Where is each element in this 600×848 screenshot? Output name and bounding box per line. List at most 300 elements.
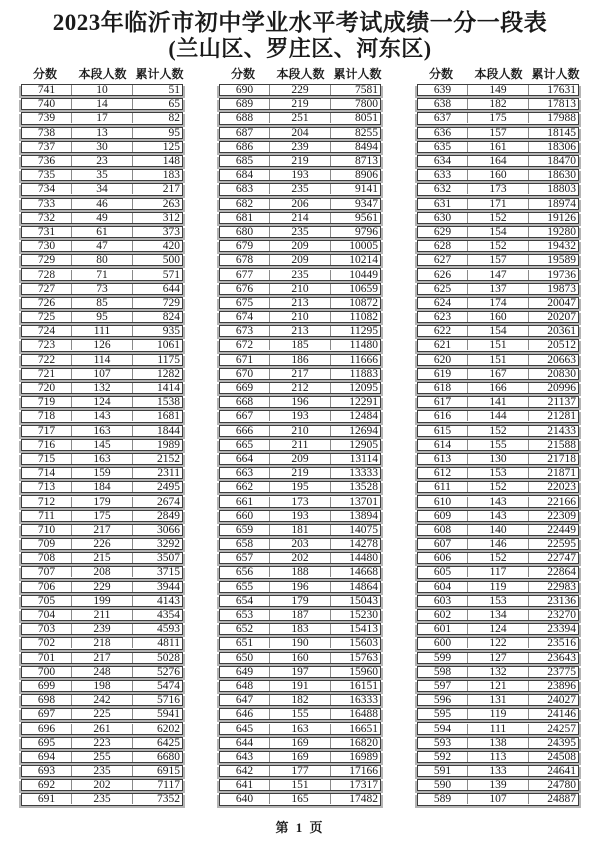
cumulative-cell: 6202 bbox=[157, 722, 180, 735]
table-row bbox=[219, 297, 381, 309]
cumulative-cell: 824 bbox=[162, 311, 180, 324]
table-row bbox=[21, 637, 183, 649]
cumulative-cell: 15043 bbox=[349, 594, 378, 607]
table-row bbox=[219, 226, 381, 238]
score-cell: 599 bbox=[418, 653, 468, 663]
table-row bbox=[219, 666, 381, 678]
cumulative-cell: 7581 bbox=[355, 84, 378, 97]
score-cell: 739 bbox=[22, 113, 72, 123]
count-cell: 204 bbox=[270, 128, 331, 138]
count-cell: 145 bbox=[72, 440, 133, 450]
table-row bbox=[21, 765, 183, 777]
score-cell: 629 bbox=[418, 227, 468, 237]
score-cell: 603 bbox=[418, 596, 468, 606]
count-cell: 188 bbox=[270, 567, 331, 577]
count-cell: 146 bbox=[468, 539, 529, 549]
score-cell: 693 bbox=[22, 766, 72, 776]
table-row bbox=[219, 382, 381, 394]
score-cell: 616 bbox=[418, 411, 468, 421]
cumulative-cell: 3944 bbox=[157, 580, 180, 593]
table-row bbox=[21, 751, 183, 763]
score-cell: 741 bbox=[22, 85, 72, 95]
header-score: 分数 bbox=[230, 67, 255, 81]
table-row bbox=[219, 183, 381, 195]
score-cell: 594 bbox=[418, 724, 468, 734]
table-row bbox=[417, 112, 579, 124]
count-cell: 151 bbox=[468, 355, 529, 365]
score-cell: 731 bbox=[22, 227, 72, 237]
score-cell: 737 bbox=[22, 142, 72, 152]
table-row bbox=[417, 680, 579, 692]
table-row bbox=[219, 240, 381, 252]
score-cell: 726 bbox=[22, 298, 72, 308]
table-row bbox=[417, 283, 579, 295]
cumulative-cell: 15413 bbox=[349, 623, 378, 636]
count-cell: 151 bbox=[468, 340, 529, 350]
table-row bbox=[21, 694, 183, 706]
score-cell: 695 bbox=[22, 738, 72, 748]
count-cell: 187 bbox=[270, 610, 331, 620]
score-cell: 614 bbox=[418, 440, 468, 450]
score-cell: 642 bbox=[220, 766, 270, 776]
table-row bbox=[219, 623, 381, 635]
header-count: 本段人数 bbox=[276, 67, 325, 81]
table-row bbox=[219, 268, 381, 280]
table-row bbox=[219, 538, 381, 550]
count-cell: 160 bbox=[468, 312, 529, 322]
count-cell: 181 bbox=[270, 525, 331, 535]
count-cell: 132 bbox=[468, 667, 529, 677]
cumulative-cell: 17813 bbox=[547, 98, 576, 111]
cumulative-cell: 13333 bbox=[349, 467, 378, 480]
score-cell: 682 bbox=[220, 199, 270, 209]
count-cell: 203 bbox=[270, 539, 331, 549]
score-cell: 730 bbox=[22, 241, 72, 251]
count-cell: 226 bbox=[72, 539, 133, 549]
score-cell: 676 bbox=[220, 284, 270, 294]
table-row bbox=[417, 240, 579, 252]
cumulative-cell: 22023 bbox=[547, 481, 576, 494]
count-cell: 154 bbox=[468, 326, 529, 336]
cumulative-cell: 9141 bbox=[355, 183, 378, 196]
table-row bbox=[417, 98, 579, 110]
count-cell: 251 bbox=[270, 113, 331, 123]
score-cell: 591 bbox=[418, 766, 468, 776]
table-row bbox=[417, 141, 579, 153]
table-row bbox=[219, 325, 381, 337]
cumulative-cell: 18803 bbox=[547, 183, 576, 196]
count-cell: 124 bbox=[468, 624, 529, 634]
table-row bbox=[21, 410, 183, 422]
table-row bbox=[21, 708, 183, 720]
cumulative-cell: 8906 bbox=[355, 169, 378, 182]
score-cell: 602 bbox=[418, 610, 468, 620]
score-cell: 623 bbox=[418, 312, 468, 322]
count-cell: 61 bbox=[72, 227, 133, 237]
count-cell: 143 bbox=[468, 511, 529, 521]
cumulative-cell: 935 bbox=[162, 325, 180, 338]
table-row bbox=[219, 680, 381, 692]
table-row bbox=[21, 425, 183, 437]
count-cell: 213 bbox=[270, 298, 331, 308]
count-cell: 152 bbox=[468, 213, 529, 223]
table-row bbox=[219, 396, 381, 408]
header-cumulative: 累计人数 bbox=[333, 67, 382, 81]
table-row bbox=[417, 467, 579, 479]
cumulative-cell: 3292 bbox=[157, 538, 180, 551]
table-row bbox=[417, 155, 579, 167]
count-cell: 193 bbox=[270, 411, 331, 421]
header-cumulative: 累计人数 bbox=[135, 67, 184, 81]
table-row bbox=[417, 637, 579, 649]
score-cell: 646 bbox=[220, 709, 270, 719]
table-row bbox=[417, 297, 579, 309]
count-cell: 165 bbox=[270, 794, 331, 804]
count-cell: 143 bbox=[468, 497, 529, 507]
score-cell: 613 bbox=[418, 454, 468, 464]
table-row bbox=[417, 765, 579, 777]
count-cell: 169 bbox=[270, 752, 331, 762]
cumulative-cell: 10005 bbox=[349, 240, 378, 253]
table-row bbox=[219, 609, 381, 621]
table-row bbox=[417, 254, 579, 266]
table-row bbox=[417, 425, 579, 437]
table-row bbox=[21, 198, 183, 210]
cumulative-cell: 22983 bbox=[547, 580, 576, 593]
score-cell: 710 bbox=[22, 525, 72, 535]
cumulative-cell: 15230 bbox=[349, 609, 378, 622]
table-row bbox=[219, 652, 381, 664]
count-cell: 166 bbox=[468, 383, 529, 393]
cumulative-cell: 12095 bbox=[349, 382, 378, 395]
table-row bbox=[219, 283, 381, 295]
count-cell: 183 bbox=[270, 624, 331, 634]
table-row bbox=[21, 268, 183, 280]
table-row bbox=[417, 538, 579, 550]
score-cell: 667 bbox=[220, 411, 270, 421]
table-row bbox=[219, 425, 381, 437]
score-cell: 692 bbox=[22, 780, 72, 790]
cumulative-cell: 18470 bbox=[547, 155, 576, 168]
table-row bbox=[219, 751, 381, 763]
cumulative-cell: 7117 bbox=[157, 779, 180, 792]
count-cell: 49 bbox=[72, 213, 133, 223]
score-cell: 727 bbox=[22, 284, 72, 294]
count-cell: 164 bbox=[468, 156, 529, 166]
cumulative-cell: 1989 bbox=[157, 438, 180, 451]
table-row bbox=[417, 84, 579, 96]
score-cell: 734 bbox=[22, 184, 72, 194]
score-cell: 736 bbox=[22, 156, 72, 166]
count-cell: 229 bbox=[270, 85, 331, 95]
count-cell: 235 bbox=[72, 794, 133, 804]
score-cell: 637 bbox=[418, 113, 468, 123]
score-cell: 735 bbox=[22, 170, 72, 180]
count-cell: 35 bbox=[72, 170, 133, 180]
count-cell: 47 bbox=[72, 241, 133, 251]
score-cell: 725 bbox=[22, 312, 72, 322]
count-cell: 173 bbox=[270, 497, 331, 507]
cumulative-cell: 22595 bbox=[547, 538, 576, 551]
table-row bbox=[417, 737, 579, 749]
score-cell: 663 bbox=[220, 468, 270, 478]
score-cell: 691 bbox=[22, 794, 72, 804]
table-row bbox=[21, 652, 183, 664]
cumulative-cell: 23270 bbox=[547, 609, 576, 622]
cumulative-cell: 8051 bbox=[355, 112, 378, 125]
cumulative-cell: 10214 bbox=[349, 254, 378, 267]
table-row bbox=[417, 127, 579, 139]
score-cell: 625 bbox=[418, 284, 468, 294]
count-cell: 217 bbox=[72, 653, 133, 663]
score-cell: 638 bbox=[418, 99, 468, 109]
cumulative-cell: 1844 bbox=[157, 424, 180, 437]
count-cell: 171 bbox=[468, 199, 529, 209]
table-row bbox=[417, 793, 579, 805]
cumulative-cell: 373 bbox=[162, 225, 180, 238]
cumulative-cell: 7800 bbox=[355, 98, 378, 111]
score-cell: 653 bbox=[220, 610, 270, 620]
score-cell: 617 bbox=[418, 397, 468, 407]
score-cell: 657 bbox=[220, 553, 270, 563]
cumulative-cell: 24641 bbox=[547, 765, 576, 778]
table-row bbox=[219, 339, 381, 351]
count-cell: 46 bbox=[72, 199, 133, 209]
table-row bbox=[21, 439, 183, 451]
score-cell: 717 bbox=[22, 426, 72, 436]
cumulative-cell: 20663 bbox=[547, 353, 576, 366]
score-cell: 698 bbox=[22, 695, 72, 705]
score-cell: 595 bbox=[418, 709, 468, 719]
count-cell: 160 bbox=[270, 653, 331, 663]
cumulative-cell: 15603 bbox=[349, 637, 378, 650]
score-cell: 697 bbox=[22, 709, 72, 719]
score-cell: 705 bbox=[22, 596, 72, 606]
score-cell: 647 bbox=[220, 695, 270, 705]
cumulative-cell: 1175 bbox=[157, 353, 180, 366]
score-cell: 729 bbox=[22, 255, 72, 265]
count-cell: 235 bbox=[270, 227, 331, 237]
table-row bbox=[219, 495, 381, 507]
count-cell: 124 bbox=[72, 397, 133, 407]
table-row bbox=[417, 524, 579, 536]
count-cell: 242 bbox=[72, 695, 133, 705]
cumulative-cell: 10659 bbox=[349, 282, 378, 295]
table-row bbox=[21, 382, 183, 394]
table-row bbox=[219, 169, 381, 181]
table-row bbox=[219, 98, 381, 110]
cumulative-cell: 4143 bbox=[157, 594, 180, 607]
cumulative-cell: 4811 bbox=[157, 637, 180, 650]
table-row bbox=[21, 538, 183, 550]
score-cell: 668 bbox=[220, 397, 270, 407]
cumulative-cell: 5276 bbox=[157, 665, 180, 678]
score-cell: 648 bbox=[220, 681, 270, 691]
score-cell: 715 bbox=[22, 454, 72, 464]
cumulative-cell: 24395 bbox=[547, 736, 576, 749]
cumulative-cell: 17166 bbox=[349, 765, 378, 778]
table-row bbox=[219, 254, 381, 266]
table-row bbox=[417, 694, 579, 706]
count-cell: 152 bbox=[468, 553, 529, 563]
score-cell: 694 bbox=[22, 752, 72, 762]
score-cell: 649 bbox=[220, 667, 270, 677]
cumulative-cell: 14864 bbox=[349, 580, 378, 593]
cumulative-cell: 9561 bbox=[355, 211, 378, 224]
score-cell: 631 bbox=[418, 199, 468, 209]
table-row bbox=[219, 581, 381, 593]
score-cell: 669 bbox=[220, 383, 270, 393]
cumulative-cell: 82 bbox=[168, 112, 180, 125]
cumulative-cell: 23136 bbox=[547, 594, 576, 607]
table-row bbox=[219, 793, 381, 805]
count-cell: 160 bbox=[468, 170, 529, 180]
count-cell: 184 bbox=[72, 482, 133, 492]
score-cell: 688 bbox=[220, 113, 270, 123]
table-row bbox=[219, 481, 381, 493]
count-cell: 10 bbox=[72, 85, 133, 95]
cumulative-cell: 571 bbox=[162, 268, 180, 281]
table-row bbox=[417, 708, 579, 720]
table-row bbox=[417, 722, 579, 734]
cumulative-cell: 1414 bbox=[157, 382, 180, 395]
table-row bbox=[21, 481, 183, 493]
count-cell: 218 bbox=[72, 638, 133, 648]
count-cell: 157 bbox=[468, 255, 529, 265]
table-row bbox=[21, 226, 183, 238]
table-row bbox=[219, 765, 381, 777]
score-cell: 608 bbox=[418, 525, 468, 535]
count-cell: 131 bbox=[468, 695, 529, 705]
score-cell: 661 bbox=[220, 497, 270, 507]
count-cell: 152 bbox=[468, 241, 529, 251]
score-cell: 655 bbox=[220, 582, 270, 592]
count-cell: 202 bbox=[72, 780, 133, 790]
score-cell: 724 bbox=[22, 326, 72, 336]
score-cell: 738 bbox=[22, 128, 72, 138]
score-cell: 711 bbox=[22, 511, 72, 521]
cumulative-cell: 22309 bbox=[547, 509, 576, 522]
cumulative-cell: 51 bbox=[168, 84, 180, 97]
table-row bbox=[21, 737, 183, 749]
score-cell: 660 bbox=[220, 511, 270, 521]
table-row bbox=[21, 254, 183, 266]
table-row bbox=[417, 396, 579, 408]
cumulative-cell: 21718 bbox=[547, 452, 576, 465]
cumulative-cell: 5474 bbox=[157, 679, 180, 692]
table-row bbox=[21, 354, 183, 366]
score-cell: 593 bbox=[418, 738, 468, 748]
header-count: 本段人数 bbox=[474, 67, 523, 81]
cumulative-cell: 24146 bbox=[547, 708, 576, 721]
cumulative-cell: 23775 bbox=[547, 665, 576, 678]
score-cell: 679 bbox=[220, 241, 270, 251]
cumulative-cell: 11666 bbox=[349, 353, 378, 366]
score-cell: 619 bbox=[418, 369, 468, 379]
score-cell: 624 bbox=[418, 298, 468, 308]
table-row bbox=[21, 98, 183, 110]
score-cell: 719 bbox=[22, 397, 72, 407]
table-row bbox=[417, 439, 579, 451]
score-cell: 641 bbox=[220, 780, 270, 790]
count-cell: 153 bbox=[468, 468, 529, 478]
cumulative-cell: 13894 bbox=[349, 509, 378, 522]
count-cell: 197 bbox=[270, 667, 331, 677]
table-row bbox=[219, 595, 381, 607]
cumulative-cell: 23643 bbox=[547, 651, 576, 664]
table-row bbox=[417, 268, 579, 280]
score-cell: 598 bbox=[418, 667, 468, 677]
score-cell: 596 bbox=[418, 695, 468, 705]
cumulative-cell: 11295 bbox=[349, 325, 378, 338]
count-cell: 255 bbox=[72, 752, 133, 762]
count-cell: 117 bbox=[468, 567, 529, 577]
cumulative-cell: 12694 bbox=[349, 424, 378, 437]
table-row bbox=[21, 680, 183, 692]
score-cell: 662 bbox=[220, 482, 270, 492]
table-row bbox=[21, 495, 183, 507]
score-cell: 686 bbox=[220, 142, 270, 152]
cumulative-cell: 15960 bbox=[349, 665, 378, 678]
cumulative-cell: 11082 bbox=[349, 311, 378, 324]
score-table-group-3 bbox=[415, 67, 581, 808]
cumulative-cell: 4354 bbox=[157, 609, 180, 622]
count-cell: 17 bbox=[72, 113, 133, 123]
count-cell: 23 bbox=[72, 156, 133, 166]
score-cell: 589 bbox=[418, 794, 468, 804]
cumulative-cell: 19736 bbox=[547, 268, 576, 281]
count-cell: 121 bbox=[468, 681, 529, 691]
score-cell: 683 bbox=[220, 184, 270, 194]
table-row bbox=[219, 722, 381, 734]
count-cell: 239 bbox=[72, 624, 133, 634]
cumulative-cell: 65 bbox=[168, 98, 180, 111]
count-cell: 119 bbox=[468, 582, 529, 592]
page-title: 2023年临沂市初中学业水平考试成绩一分一段表 bbox=[52, 10, 548, 35]
cumulative-cell: 18145 bbox=[547, 126, 576, 139]
cumulative-cell: 21588 bbox=[547, 438, 576, 451]
cumulative-cell: 16333 bbox=[349, 694, 378, 707]
table-row bbox=[219, 141, 381, 153]
score-cell: 675 bbox=[220, 298, 270, 308]
score-cell: 615 bbox=[418, 426, 468, 436]
score-cell: 592 bbox=[418, 752, 468, 762]
table-row bbox=[219, 112, 381, 124]
count-cell: 169 bbox=[270, 738, 331, 748]
table-row bbox=[21, 467, 183, 479]
cumulative-cell: 8255 bbox=[355, 126, 378, 139]
cumulative-cell: 12484 bbox=[349, 410, 378, 423]
count-cell: 14 bbox=[72, 99, 133, 109]
table-row bbox=[417, 382, 579, 394]
table-row bbox=[21, 240, 183, 252]
table-row bbox=[21, 595, 183, 607]
cumulative-cell: 5716 bbox=[157, 694, 180, 707]
score-cell: 733 bbox=[22, 199, 72, 209]
count-cell: 185 bbox=[270, 340, 331, 350]
table-row bbox=[417, 552, 579, 564]
score-cell: 687 bbox=[220, 128, 270, 138]
table-row bbox=[417, 581, 579, 593]
table-row bbox=[219, 198, 381, 210]
cumulative-cell: 24887 bbox=[547, 793, 576, 806]
score-cell: 723 bbox=[22, 340, 72, 350]
count-cell: 239 bbox=[270, 142, 331, 152]
count-cell: 140 bbox=[468, 525, 529, 535]
count-cell: 157 bbox=[468, 128, 529, 138]
count-cell: 126 bbox=[72, 340, 133, 350]
table-row bbox=[21, 183, 183, 195]
